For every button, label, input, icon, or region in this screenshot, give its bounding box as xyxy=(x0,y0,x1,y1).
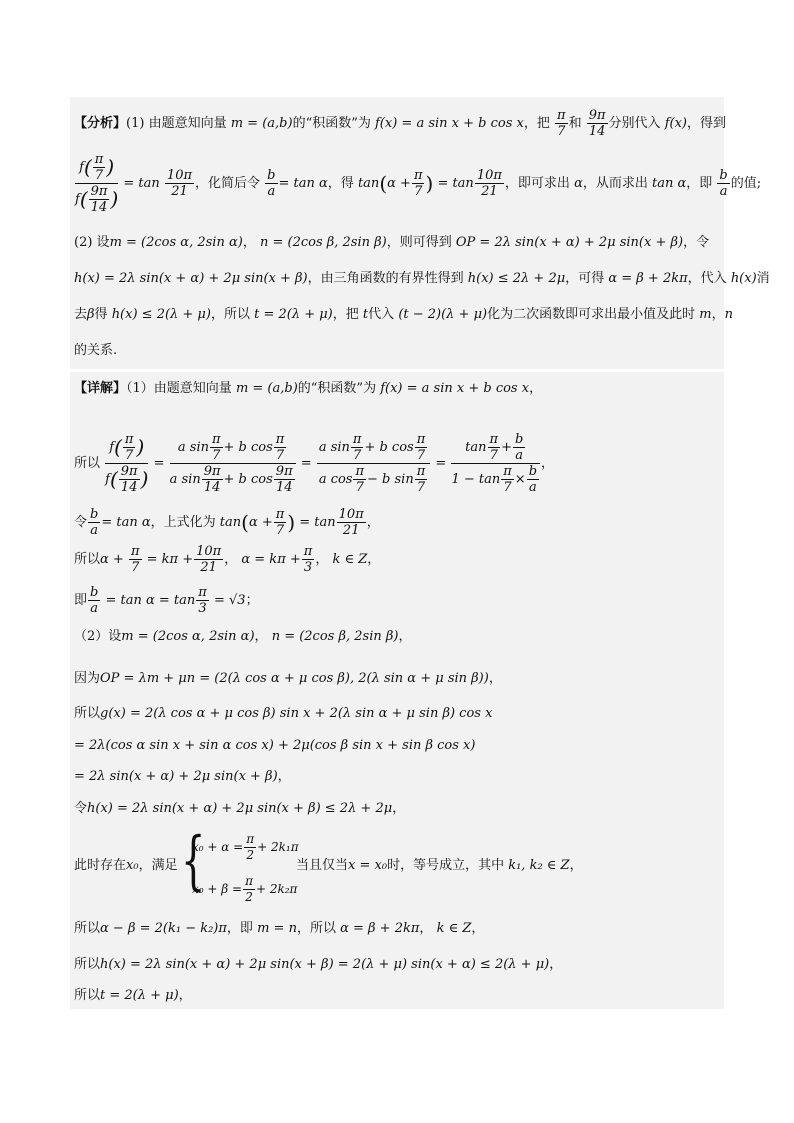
text: ，所以 xyxy=(210,307,250,322)
text: ，令 xyxy=(683,235,710,250)
fraction: $\frac{b}{a}$ xyxy=(719,168,728,199)
math: = tan xyxy=(437,176,474,191)
system-eq-1: x₀ + α = $\frac{\pi}{2}$ + 2k₁π xyxy=(192,832,299,862)
math: (t − 2)(λ + μ) xyxy=(398,307,488,322)
text: 消 xyxy=(756,271,770,286)
detail-line-11: 令h(x) = 2λ sin(x + α) + 2μ sin(x + β) ≤ 2λ + 2μ， xyxy=(74,801,406,816)
math: f(x) = a sin x + b cos x xyxy=(380,381,530,396)
math: h(x) ≤ 2(λ + μ) xyxy=(111,307,211,322)
analysis-line-3 xyxy=(74,234,709,252)
fraction: $\frac{10\pi}{21}$ xyxy=(166,168,193,199)
analysis-line-1 xyxy=(74,108,726,139)
math: tan xyxy=(357,176,380,191)
text: 的“积函数”为 xyxy=(292,116,371,131)
math: α xyxy=(574,176,583,191)
text: 所以 xyxy=(74,456,101,471)
math: n xyxy=(724,307,733,322)
text: 和 xyxy=(568,116,582,131)
fraction: f( $\frac{\pi}{7}$ ) f( $\frac{9\pi}{14}$ ) xyxy=(105,432,149,495)
detail-line-3: 令 $\frac{b}{a}$ = tan α，上式化为 tan(α + $\frac{\pi}{7}$ ) = tan $\frac{10\pi}{21}$ ， xyxy=(74,507,380,538)
math: = tan xyxy=(123,176,160,191)
text: ，从而求出 xyxy=(582,176,648,191)
text: 去 xyxy=(74,307,88,322)
detail-line-4: 所以α + $\frac{\pi}{7}$ = kπ + $\frac{10\pi}{21}$ ， α = kπ + $\frac{\pi}{3}$ ， k ∈ Z， xyxy=(74,544,381,575)
detail-line-2: 所以 f( $\frac{\pi}{7}$ ) f( $\frac{9\pi}{14}$ ) = a sin $\frac{\pi}{7}$ + b cos $\frac{\pi}{7}$ a sin $\frac{9\pi}{14}$ + b cos $\frac{9\pi}{14}$ = a sin $\frac{\pi}{7}$ + b cos $\frac{\pi}{7}$ a cos $\frac{\pi}{7}$ − b sin $\frac{\pi}{7}$ = tan $\frac{\pi}{7}$ + $\frac{b}{a}$ 1 − tan $\frac{\pi}{7}$ × $\frac{b}{a}$ ， xyxy=(74,432,555,495)
math: m = (a,b) xyxy=(235,381,298,396)
fraction: $\frac{b}{a}$ xyxy=(267,168,276,199)
math: m xyxy=(699,307,712,322)
text: （1）由题意知向量 xyxy=(126,381,232,396)
fraction: tan $\frac{\pi}{7}$ + $\frac{b}{a}$ 1 − tan $\frac{\pi}{7}$ × $\frac{b}{a}$ xyxy=(451,432,540,495)
text: ，得到 xyxy=(687,116,727,131)
fraction: f( $\frac{\pi}{7}$ ) f( $\frac{9\pi}{14}$ ) xyxy=(75,152,119,215)
detail-line-8: 所以g(x) = 2(λ cos α + μ cos β) sin x + 2(λ sin α + μ sin β) cos x xyxy=(74,706,493,721)
detail-line-7: 因为OP = λm + μn = (2(λ cos α + μ cos β), 2(λ sin α + μ sin β))， xyxy=(74,671,502,686)
detail-line-14: 所以h(x) = 2λ sin(x + α) + 2μ sin(x + β) = 2(λ + μ) sin(x + α) ≤ 2(λ + μ)， xyxy=(74,957,563,972)
analysis-line-6 xyxy=(74,342,117,360)
text: ，由三角函数的有界性得到 xyxy=(307,271,464,286)
math: h(x) xyxy=(730,271,757,286)
math: β xyxy=(87,307,95,322)
text: ，把 xyxy=(332,307,359,322)
text: 的关系. xyxy=(74,343,118,358)
text: 化为二次函数即可求出最小值及此时 xyxy=(487,307,696,322)
text: ，可得 xyxy=(565,271,605,286)
math: OP = 2λ sin(x + α) + 2μ sin(x + β) xyxy=(455,235,684,250)
fraction: $\frac{\pi}{7}$ xyxy=(557,108,566,139)
fraction: $\frac{10\pi}{21}$ xyxy=(476,168,502,199)
text: ，化简后令 xyxy=(195,176,261,191)
math: f(x) xyxy=(664,116,687,131)
detail-line-9: = 2λ(cos α sin x + sin α cos x) + 2μ(cos β sin x + sin β cos x) xyxy=(74,738,476,753)
text: ，得 xyxy=(327,176,354,191)
text: 得 xyxy=(94,307,108,322)
system-eq-2: x₀ + β = $\frac{\pi}{2}$ + 2k₂π xyxy=(192,874,298,904)
text: ，即 xyxy=(686,176,713,191)
math: t = 2(λ + μ) xyxy=(254,307,333,322)
text: ， xyxy=(242,235,256,250)
text: ， xyxy=(711,307,725,322)
text: ，则可得到 xyxy=(386,235,452,250)
math: m = (2cos α, 2sin α) xyxy=(109,235,243,250)
analysis-line-5 xyxy=(74,306,733,324)
math: h(x) ≤ 2λ + 2μ xyxy=(467,271,566,286)
text: ，即可求出 xyxy=(504,176,570,191)
detail-line-15: 所以t = 2(λ + μ)， xyxy=(74,988,192,1003)
text: (2) 设 xyxy=(74,235,110,250)
math: α = β + 2kπ xyxy=(608,271,688,286)
system-brace: { xyxy=(181,824,206,898)
detail-line-10: = 2λ sin(x + α) + 2μ sin(x + β)， xyxy=(74,769,291,784)
detail-line-1 xyxy=(74,380,542,398)
math: t xyxy=(362,307,369,322)
text: ， xyxy=(529,381,543,396)
text: 的“积函数”为 xyxy=(297,381,377,396)
analysis-tag: 【分析】 xyxy=(74,116,127,131)
detail-line-6: （2）设m = (2cos α, 2sin α)， n = (2cos β, 2sin β)， xyxy=(74,629,412,644)
fraction: $\frac{9\pi}{14}$ xyxy=(588,108,606,139)
detail-line-12: 此时存在x₀，满足 xyxy=(74,858,178,873)
fraction: a sin $\frac{\pi}{7}$ + b cos $\frac{\pi}{7}$ a cos $\frac{\pi}{7}$ − b sin $\frac{\pi}{7}$ xyxy=(317,432,430,495)
text: (1) 由题意知向量 xyxy=(126,116,227,131)
text: ，把 xyxy=(523,116,550,131)
detail-tag: 【详解】 xyxy=(74,381,127,396)
math: f(x) = a sin x + b cos x xyxy=(375,116,524,131)
math: tan α xyxy=(652,176,687,191)
text: 代入 xyxy=(368,307,395,322)
detail-line-13: 所以α − β = 2(k₁ − k₂)π，即 m = n，所以 α = β + 2kπ， k ∈ Z， xyxy=(74,921,485,936)
math: n = (2cos β, 2sin β) xyxy=(259,235,387,250)
fraction: $\frac{\pi}{7}$ xyxy=(413,168,423,199)
text: 的值; xyxy=(730,176,762,191)
math: = tan α xyxy=(278,176,328,191)
fraction: a sin $\frac{\pi}{7}$ + b cos $\frac{\pi}{7}$ a sin $\frac{9\pi}{14}$ + b cos $\frac{9\pi}{14}$ xyxy=(170,432,296,495)
detail-line-12b: 当且仅当x = x₀时，等号成立，其中 k₁, k₂ ∈ Z， xyxy=(296,858,583,873)
analysis-line-2: f( $\frac{\pi}{7}$ ) f( $\frac{9\pi}{14}$ ) = tan $\frac{10\pi}{21}$ ，化简后令 $\frac{b}{a}$ = tan α，得 tan(α + $\frac{\pi}{7}$ ) = tan $\frac{10\pi}{21}$ ，即可求出 α，从而求出 tan α，即 $\frac{b}{a}$ 的值; xyxy=(75,152,762,215)
detail-line-5: 即 $\frac{b}{a}$ = tan α = tan $\frac{\pi}{3}$ = √3； xyxy=(74,585,259,616)
analysis-line-4 xyxy=(74,270,770,288)
math: m = (a,b) xyxy=(230,116,293,131)
text: 分别代入 xyxy=(608,116,661,131)
text: ，代入 xyxy=(687,271,727,286)
math: α + xyxy=(387,176,411,191)
math: h(x) = 2λ sin(x + α) + 2μ sin(x + β) xyxy=(74,271,308,286)
